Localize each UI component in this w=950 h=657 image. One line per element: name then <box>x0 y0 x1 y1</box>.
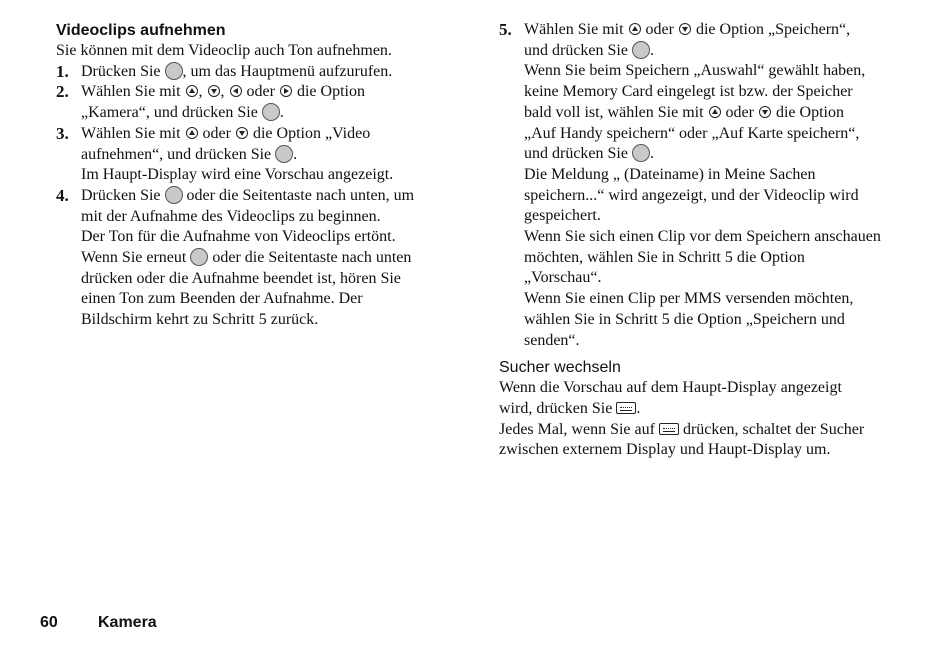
nav-up-icon <box>186 127 198 139</box>
step-number: 5. <box>499 20 512 39</box>
center-key-icon <box>632 144 650 162</box>
intro-text: Sie können mit dem Videoclip auch Ton aufnehmen. <box>56 42 392 59</box>
nav-up-icon <box>709 106 721 118</box>
step-5: 5. Wählen Sie mit oder die Option „Speichern“, und drücken Sie . Wenn Sie beim Speichern „Auswahl“ gewählt haben, keine Memory Card eingelegt ist bzw. der Speicher bald voll ist, wählen Sie mit oder die Option „Auf Handy speichern“ oder „Auf Karte speichern“, und drücken Sie . Die Meldung „ (Dateiname) in Meine Sachen speichern...“ wird angezeigt, und der Videoclip wird gespeichert. Wenn Sie sich einen Clip vor dem Speichern anschauen möchten, wählen Sie in Schritt 5 die Option „Vorschau“. Wenn Sie einen Clip per MMS versenden möchten, wählen Sie in Schritt 5 die Option „Speichern und senden“. <box>499 20 881 349</box>
center-key-icon <box>275 145 293 163</box>
center-key-icon <box>190 248 208 266</box>
page-footer <box>40 614 157 632</box>
step-number: 2. <box>56 82 69 102</box>
nav-up-icon <box>186 85 198 97</box>
nav-down-icon <box>208 85 220 97</box>
subsection-heading: Sucher wechseln <box>499 359 621 377</box>
nav-down-icon <box>236 127 248 139</box>
step-2: 2. Wählen Sie mit , , oder die Option „Kamera“, und drücken Sie . <box>56 82 365 122</box>
camera-softkey-icon <box>659 423 679 435</box>
nav-left-icon <box>230 85 242 97</box>
center-key-icon <box>632 41 650 59</box>
step-number: 1. <box>56 61 69 81</box>
nav-down-icon <box>759 106 771 118</box>
nav-down-icon <box>679 23 691 35</box>
step-3: 3. Wählen Sie mit oder die Option „Video aufnehmen“, und drücken Sie . Im Haupt-Display wird eine Vorschau angezeigt. <box>56 123 394 184</box>
step-number: 4. <box>56 185 69 205</box>
center-key-icon <box>165 62 183 80</box>
chapter-title: Kamera <box>98 614 157 631</box>
camera-softkey-icon <box>616 402 636 414</box>
left-column <box>56 20 456 331</box>
center-key-icon <box>262 103 280 121</box>
nav-right-icon <box>280 85 292 97</box>
section-heading: Videoclips aufnehmen <box>56 22 226 39</box>
right-column: 5. Wählen Sie mit oder die Option „Speichern“, und drücken Sie . Wenn Sie beim Speichern „Auswahl“ gewählt haben, keine Memory Card eingelegt ist bzw. der Speicher bald voll ist, wählen Sie mit oder die Option „Auf Handy speichern“ oder „Auf Karte speichern“, und drücken Sie . Die Meldung „ (Dateiname) in Meine Sachen speichern...“ wird angezeigt, und der Videoclip wird gespeichert. Wenn Sie sich einen Clip vor dem Speichern anschauen möchten, wählen Sie in Schritt 5 die Option „Vorschau“. Wenn Sie einen Clip per MMS versenden möchten, wählen Sie in Schritt 5 die Option „Speichern und senden“. Sucher wechseln Wenn die Vorschau auf dem Haupt-Display angezeigt wird, drücken Sie . Jedes Mal, wenn Sie auf drücken, schaltet der Sucher zwischen externem Display und Haupt-Display um. <box>499 20 909 461</box>
center-key-icon <box>165 186 183 204</box>
page-number: 60 <box>40 614 58 631</box>
step-number: 3. <box>56 123 69 143</box>
step-4: 4. Drücken Sie oder die Seitentaste nach unten, um mit der Aufnahme des Videoclips zu beginnen. Der Ton für die Aufnahme von Videoclips ertönt. Wenn Sie erneut oder die Seitentaste nach unten drücken oder die Aufnahme beendet ist, hören Sie einen Ton zum Beenden der Aufnahme. Der Bildschirm kehrt zu Schritt 5 zurück. <box>56 185 415 329</box>
step-1: 1. Drücken Sie , um das Hauptmenü aufzurufen. <box>56 61 393 81</box>
nav-up-icon <box>629 23 641 35</box>
